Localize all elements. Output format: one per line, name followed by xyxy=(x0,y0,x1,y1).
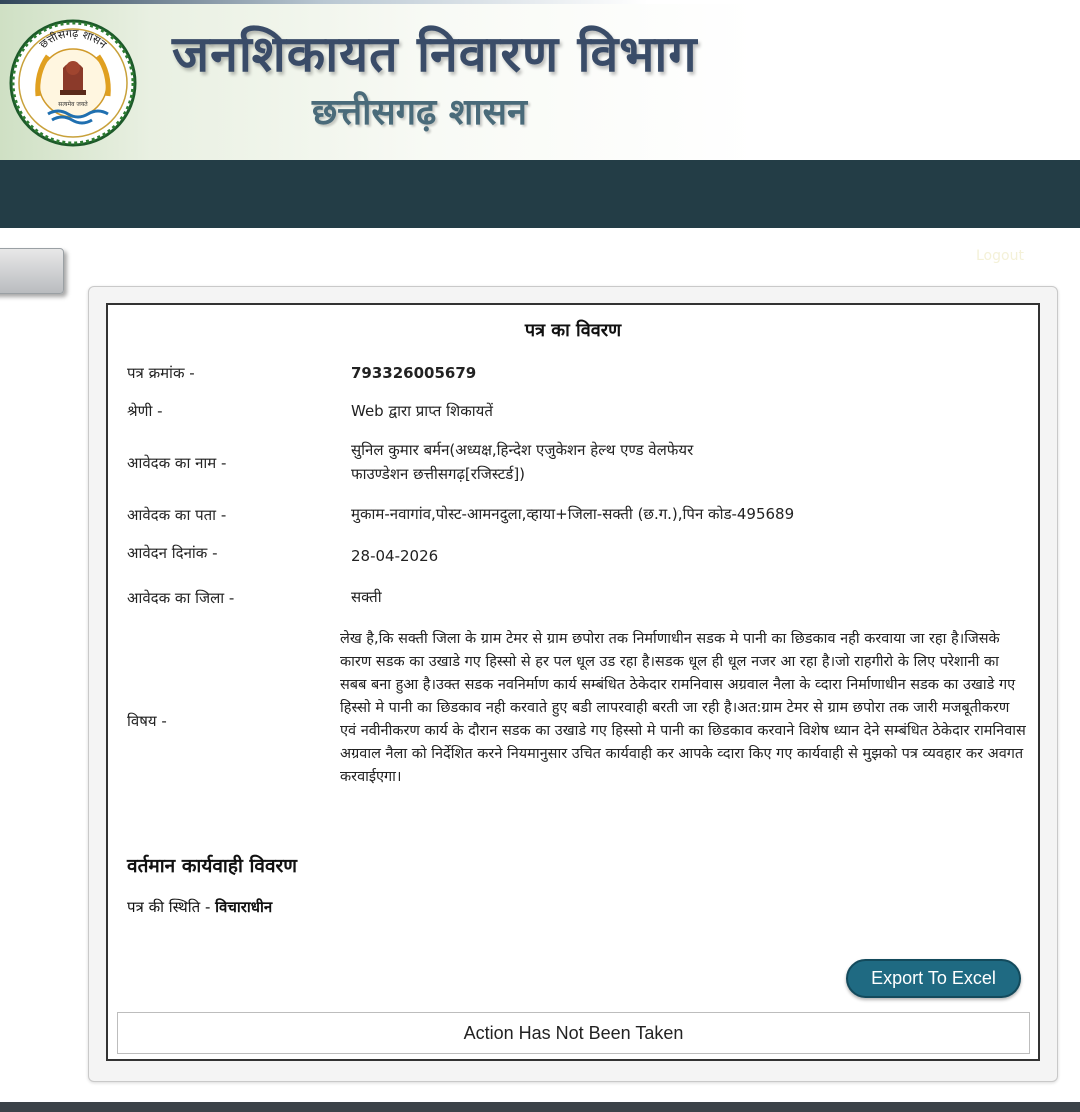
chhattisgarh-emblem-logo[interactable] xyxy=(8,18,138,148)
application-date-label: आवेदन दिनांक - xyxy=(127,544,218,562)
applicant-address-value: मुकाम-नवागांव,पोस्ट-आमनदुला,व्हाया+जिला-सक्ती (छ.ग.),पिन कोड-495689 xyxy=(351,505,795,523)
site-title: जनशिकायत निवारण विभाग xyxy=(172,25,698,83)
logout-link[interactable]: Logout xyxy=(976,248,1024,264)
export-to-excel-button[interactable]: Export To Excel xyxy=(846,959,1021,998)
sub-bar xyxy=(0,228,1080,292)
navigation-bar xyxy=(0,160,1080,228)
side-menu-tab[interactable] xyxy=(0,248,64,294)
applicant-name-value-line2: फाउण्डेशन छत्तीसगढ़[रजिस्टर्ड]) xyxy=(351,465,526,483)
applicant-name-value: सुनिल कुमार बर्मन(अध्यक्ष,हिन्देश एजुकेशन हेल्थ एण्ड वेलफेयर xyxy=(351,441,694,459)
emblem-motto: सत्यमेव जयते xyxy=(58,101,88,108)
header-top-stripe xyxy=(0,0,1080,4)
letter-status-label: पत्र की स्थिति - xyxy=(127,898,216,916)
applicant-name-label: आवेदक का नाम - xyxy=(127,454,227,472)
letter-number-label: पत्र क्रमांक - xyxy=(127,364,195,382)
site-subtitle: छत्तीसगढ़ शासन xyxy=(312,92,527,133)
action-status-message: Action Has Not Been Taken xyxy=(117,1012,1030,1054)
card-title: पत्र का विवरण xyxy=(524,320,622,341)
applicant-district-value: सक्ती xyxy=(351,588,382,606)
subject-label: विषय - xyxy=(127,712,167,730)
letter-status xyxy=(127,897,272,917)
letter-number-value: 793326005679 xyxy=(351,364,477,382)
applicant-address-label: आवेदक का पता - xyxy=(127,506,227,524)
applicant-district-label: आवेदक का जिला - xyxy=(127,589,235,607)
application-date-value: 28-04-2026 xyxy=(351,547,439,565)
site-header xyxy=(0,0,1080,160)
emblem-text-top: छत्तीसगढ़ शासन xyxy=(37,26,110,52)
subject-text: लेख है,कि सक्ती जिला के ग्राम टेमर से ग्राम छपोरा तक निर्माणाधीन सडक मे पानी का छिडकाव नही करवाया जा रहा है।जिसके कारण सडक का उखाडे गए हिस्सो से हर पल धूल उड रहा है।सडक धूल ही धूल नजर आ रहा है।जो राहगीरो के लिए परेशानी का सबब बना हुआ है।उक्त सडक नवनिर्माण कार्य सम्बंधित ठेकेदार रामनिवास अग्रवाल नैला के व्दारा निर्माणाधीन सडक का उखाडे गए हिस्सो मे पानी का छिडकाव नही करवाते हुए बडी लापरवाही बरती जा रही है।अत:ग्राम टेमर से ग्राम छपोरा तक जारी मजबूतीकरण एवं नवीनीकरण कार्य के दौरान सडक का उखाडे गए हिस्सो मे पानी का छिडकाव करवाने विशेष ध्यान देने सम्बंधित ठेकेदार रामनिवास अग्रवाल नैला को निर्देशित करने नियमानुसार उचित कार्यवाही कर आपके व्दारा किए गए कार्यवाही से मुझको पत्र व्यवहार कर अवगत करवाईएगा। xyxy=(340,631,1026,785)
current-action-heading: वर्तमान कार्यवाही विवरण xyxy=(127,855,298,877)
letter-status-value: विचाराधीन xyxy=(215,898,273,916)
category-label: श्रेणी - xyxy=(127,402,163,420)
category-value: Web द्वारा प्राप्त शिकायतें xyxy=(351,402,493,420)
bottom-bar xyxy=(0,1102,1080,1112)
